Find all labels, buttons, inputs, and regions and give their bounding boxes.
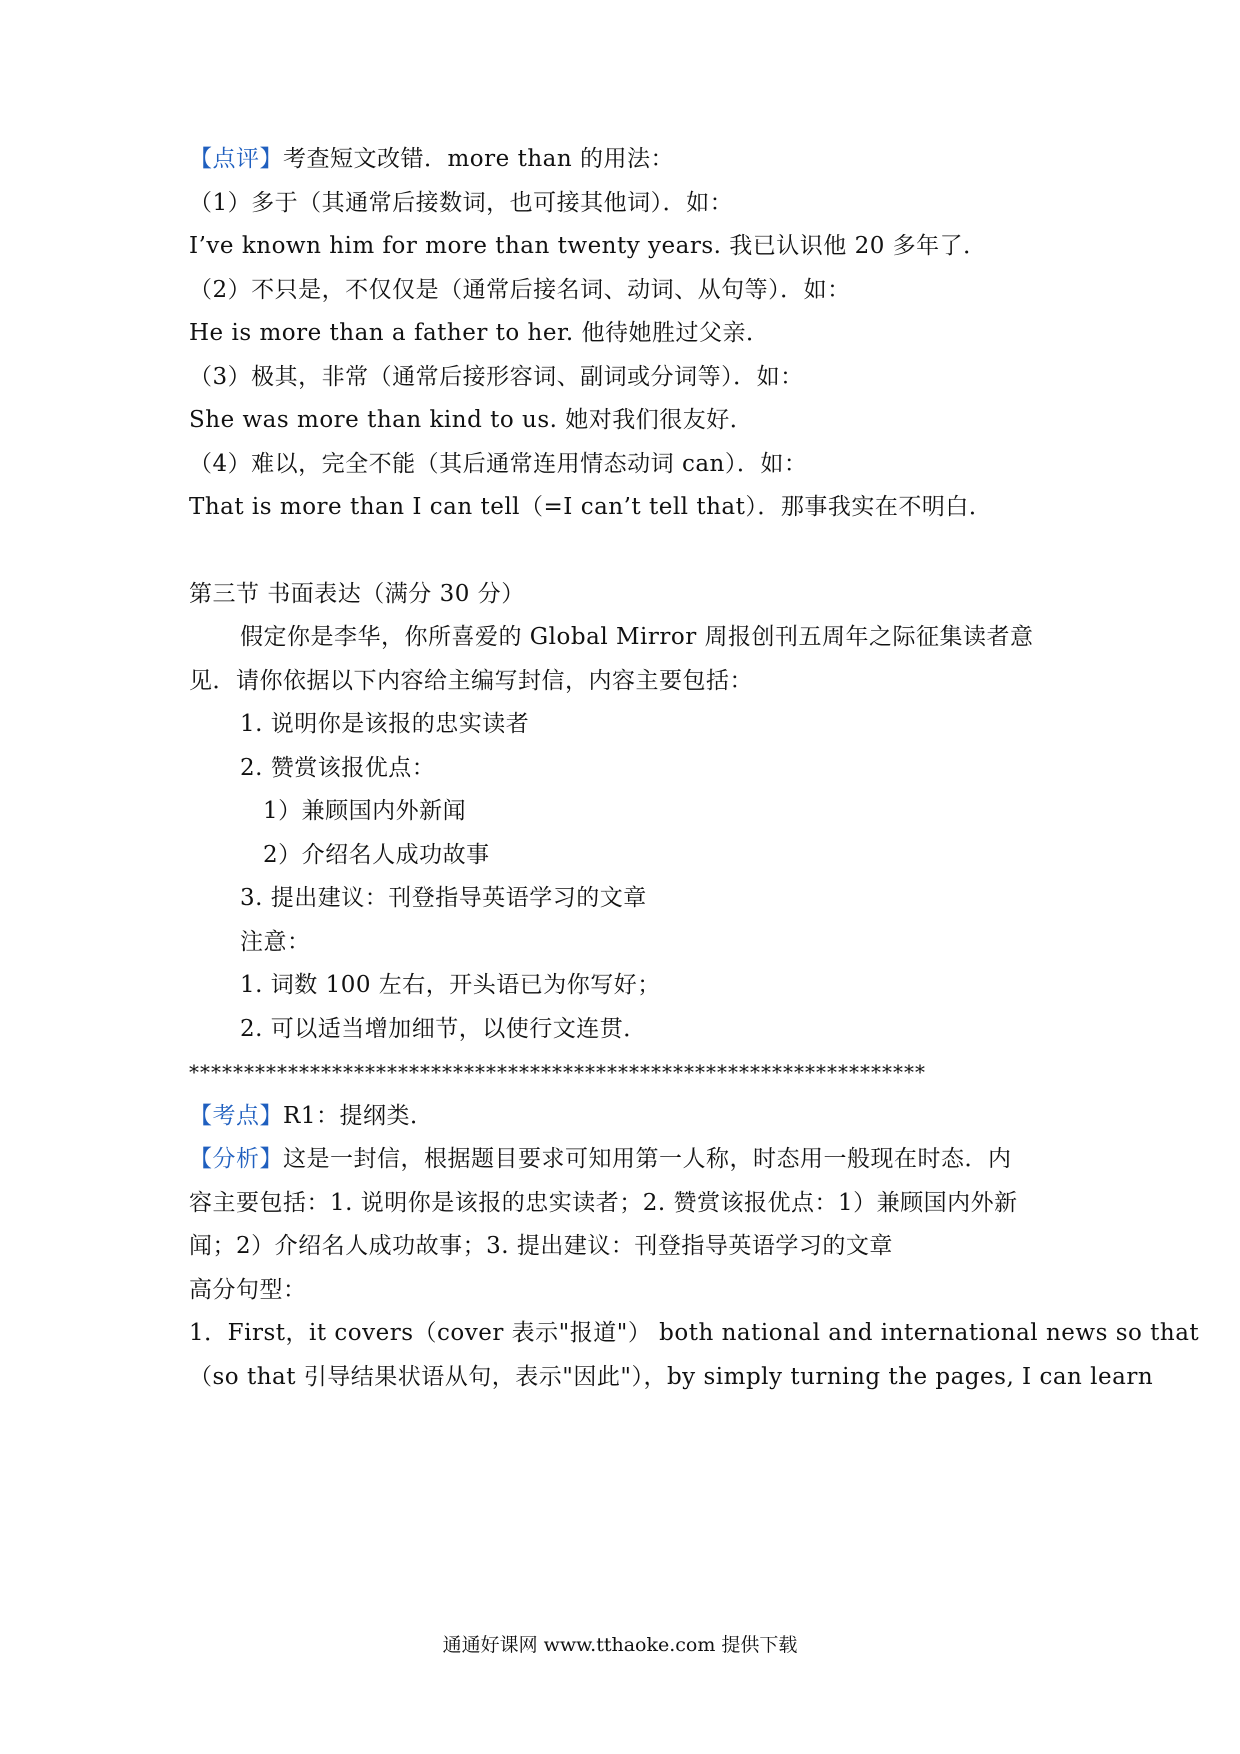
note-1: 1. 词数 100 左右，开头语已为你写好；: [240, 972, 661, 998]
point-2: 2. 赞赏该报优点：: [240, 755, 436, 781]
analysis-line-1: [189, 1142, 1012, 1176]
high-score-line-1: 1．First，it covers（cover 表示"报道"） both national and international news so that: [189, 1320, 1200, 1346]
kaodian-text: R1：提纲类．: [283, 1103, 434, 1129]
usage-example-4: That is more than I can tell（=I can’t tell that）．那事我实在不明白．: [189, 494, 993, 520]
analysis-tag: 【分析】: [189, 1146, 283, 1172]
comment-heading: [189, 142, 674, 176]
high-score-label: 高分句型：: [189, 1277, 307, 1303]
kaodian-line: [189, 1099, 433, 1133]
section-title: 第三节 书面表达（满分 30 分）: [189, 581, 525, 607]
notes-label: 注意：: [240, 929, 311, 955]
usage-item-2: （2）不只是，不仅仅是（通常后接名词、动词、从句等）．如：: [189, 277, 851, 303]
note-2: 2. 可以适当增加细节，以使行文连贯．: [240, 1016, 647, 1042]
comment-tag: 【点评】: [189, 146, 283, 172]
point-3: 3. 提出建议：刊登指导英语学习的文章: [240, 885, 647, 911]
high-score-line-2: （so that 引导结果状语从句，表示"因此"），by simply turning the pages, I can learn: [189, 1364, 1154, 1390]
analysis-line-3: 闻；2）介绍名人成功故事；3. 提出建议：刊登指导英语学习的文章: [189, 1233, 893, 1259]
comment-intro: 考查短文改错．more than 的用法：: [283, 146, 674, 172]
usage-example-1: I’ve known him for more than twenty years. 我已认识他 20 多年了．: [189, 233, 987, 259]
usage-example-2: He is more than a father to her. 他待她胜过父亲．: [189, 320, 770, 346]
analysis-text-1: 这是一封信，根据题目要求可知用第一人称，时态用一般现在时态．内: [283, 1146, 1012, 1172]
usage-example-3: She was more than kind to us. 她对我们很友好．: [189, 407, 754, 433]
sub-point-2: 2）介绍名人成功故事: [263, 842, 490, 868]
usage-item-1: （1）多于（其通常后接数词，也可接其他词）．如：: [189, 190, 734, 216]
point-1: 1. 说明你是该报的忠实读者: [240, 711, 530, 737]
page-footer: 通通好课网 www.tthaoke.com 提供下载: [442, 1634, 798, 1656]
separator-line: *******************************************************************: [189, 1060, 926, 1084]
usage-item-4: （4）难以，完全不能（其后通常连用情态动词 can）．如：: [189, 451, 808, 477]
kaodian-tag: 【考点】: [189, 1103, 283, 1129]
sub-point-1: 1）兼顾国内外新闻: [263, 798, 467, 824]
analysis-line-2: 容主要包括：1. 说明你是该报的忠实读者；2. 赞赏该报优点：1）兼顾国内外新: [189, 1190, 1018, 1216]
usage-item-3: （3）极其，非常（通常后接形容词、副词或分词等）．如：: [189, 364, 804, 390]
prompt-line-2: 见．请你依据以下内容给主编写封信，内容主要包括：: [189, 668, 753, 694]
prompt-line-1: 假定你是李华，你所喜爱的 Global Mirror 周报创刊五周年之际征集读者意: [240, 624, 1034, 650]
